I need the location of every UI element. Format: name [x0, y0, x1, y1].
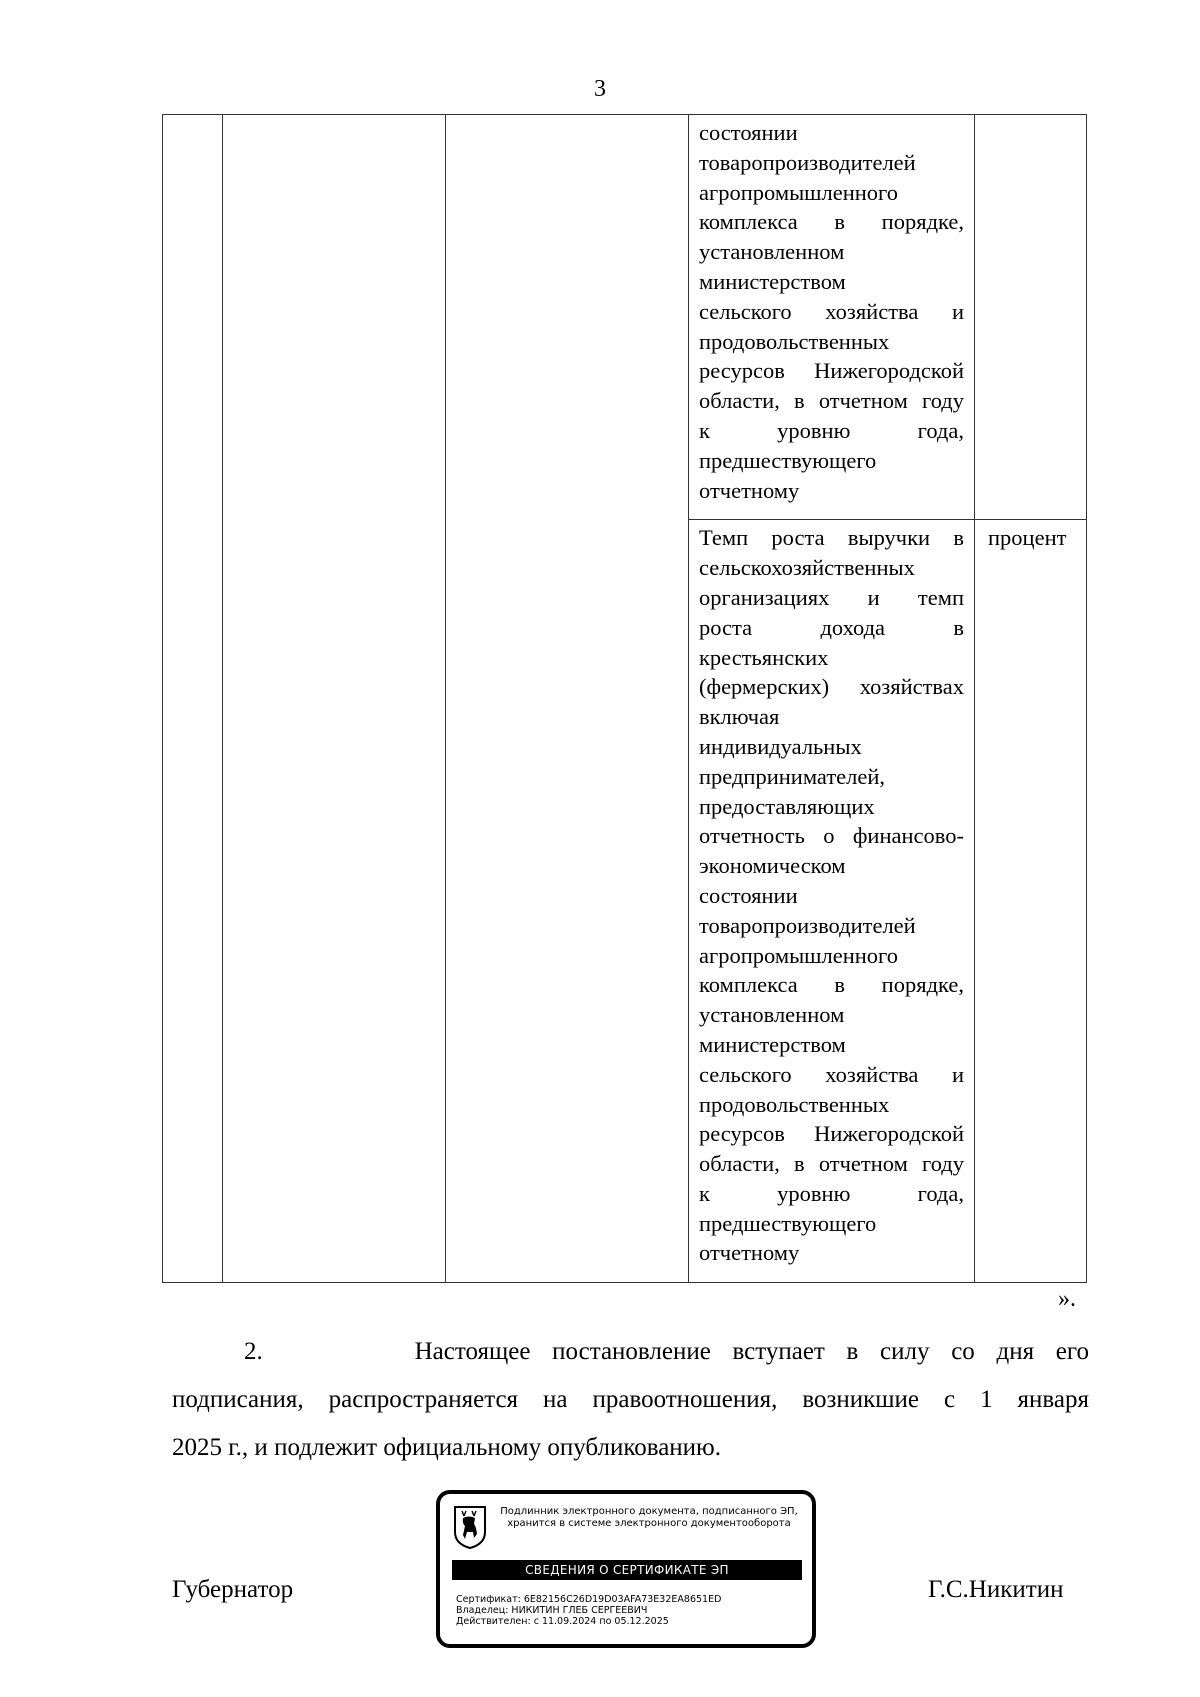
indicator-line: сельского хозяйства и [699, 1061, 964, 1087]
indicator-text [689, 520, 974, 1282]
indicator-line: министерством [699, 1031, 846, 1057]
stamp-header-line: хранится в системе электронного документооборота [507, 1518, 791, 1529]
stamp-header [490, 1506, 808, 1530]
indicator-line: комплекса в порядке, [699, 209, 964, 235]
indicator-line: отчетному [699, 477, 800, 503]
indicator-line: индивидуальных [699, 733, 862, 759]
indicator-line: продовольственных [699, 1091, 890, 1117]
indicator-line: установленном [699, 239, 845, 265]
indicator-line: отчетность о финансово- [699, 823, 964, 849]
indicator-line: роста дохода в [699, 614, 964, 640]
indicator-line: состоянии [699, 120, 798, 145]
stamp-valid: Действителен: с 11.09.2024 по 05.12.2025 [456, 1616, 669, 1627]
paragraph-number: 2. [244, 1338, 263, 1365]
stamp-owner: Владелец: НИКИТИН ГЛЕБ СЕРГЕЕВИЧ [456, 1605, 648, 1616]
table-row [163, 115, 1087, 520]
paragraph-text: Настоящее постановление вступает в силу со дня его [414, 1338, 1089, 1365]
indicator-line: товаропроизводителей [699, 912, 916, 938]
unit-text: процент [988, 525, 1067, 551]
indicator-line: ресурсов Нижегородской [699, 1121, 964, 1147]
indicator-line: товаропроизводителей [699, 149, 916, 175]
signatory-name: Г.С.Никитин [928, 1576, 1064, 1603]
cell-indicator [689, 520, 975, 1283]
stamp-certificate: Сертификат: 6E82156C26D19D03AFA73E32EA8651ED [456, 1594, 722, 1605]
paragraph-line-3: 2025 г., и подлежит официальному опубликованию. [172, 1434, 721, 1461]
indicator-line: (фермерских) хозяйствах [699, 674, 964, 700]
indicator-line: предшествующего [699, 447, 877, 473]
indicator-line: Темп роста выручки в [699, 525, 964, 551]
indicator-line: области, в отчетном году [699, 1151, 964, 1177]
indicator-line: состоянии [699, 882, 798, 908]
paragraph-line-1 [244, 1330, 1089, 1374]
indicator-line: к уровню года, [699, 1180, 964, 1206]
cell-program [223, 115, 446, 1283]
cell-indicator [689, 115, 975, 520]
indicator-line: министерством [699, 268, 846, 294]
cell-measure [446, 115, 689, 1283]
indicator-line: включая [699, 704, 780, 730]
indicator-line: агропромышленного [699, 179, 898, 205]
indicator-line: сельского хозяйства и [699, 298, 964, 324]
stamp-details [456, 1594, 721, 1627]
indicator-line: комплекса в порядке, [699, 972, 964, 998]
indicator-line: предшествующего [699, 1210, 877, 1236]
paragraph-line-2: подписания, распространяется на правоотношения, возникшие с 1 января [172, 1386, 1089, 1413]
closing-quote: ». [1058, 1286, 1076, 1312]
unit-text [975, 115, 1086, 118]
cell-unit [975, 115, 1087, 520]
e-signature-stamp [436, 1490, 816, 1648]
indicator-text [689, 115, 974, 519]
indicator-line: установленном [699, 1002, 845, 1028]
indicator-line: области, в отчетном году [699, 388, 964, 414]
indicators-table [162, 114, 1087, 1283]
indicator-line: экономическом [699, 853, 846, 879]
signatory-position: Губернатор [172, 1576, 294, 1603]
indicator-line: предоставляющих [699, 793, 875, 819]
cell-number [163, 115, 223, 1283]
indicator-line: крестьянских [699, 644, 829, 670]
coat-of-arms-icon [452, 1504, 488, 1550]
indicator-line: к уровню года, [699, 417, 964, 443]
page-number: 3 [594, 76, 606, 102]
indicator-line: агропромышленного [699, 942, 898, 968]
cell-unit [975, 520, 1087, 1283]
indicator-line: отчетному [699, 1240, 800, 1266]
indicator-line: ресурсов Нижегородской [699, 358, 964, 384]
indicator-line: организациях и темп [699, 584, 964, 610]
stamp-title-bar: СВЕДЕНИЯ О СЕРТИФИКАТЕ ЭП [452, 1560, 802, 1580]
indicator-line: сельскохозяйственных [699, 555, 915, 581]
indicator-line: предпринимателей, [699, 763, 886, 789]
indicator-line: продовольственных [699, 328, 890, 354]
stamp-header-line: Подлинник электронного документа, подписанного ЭП, [500, 1506, 798, 1517]
